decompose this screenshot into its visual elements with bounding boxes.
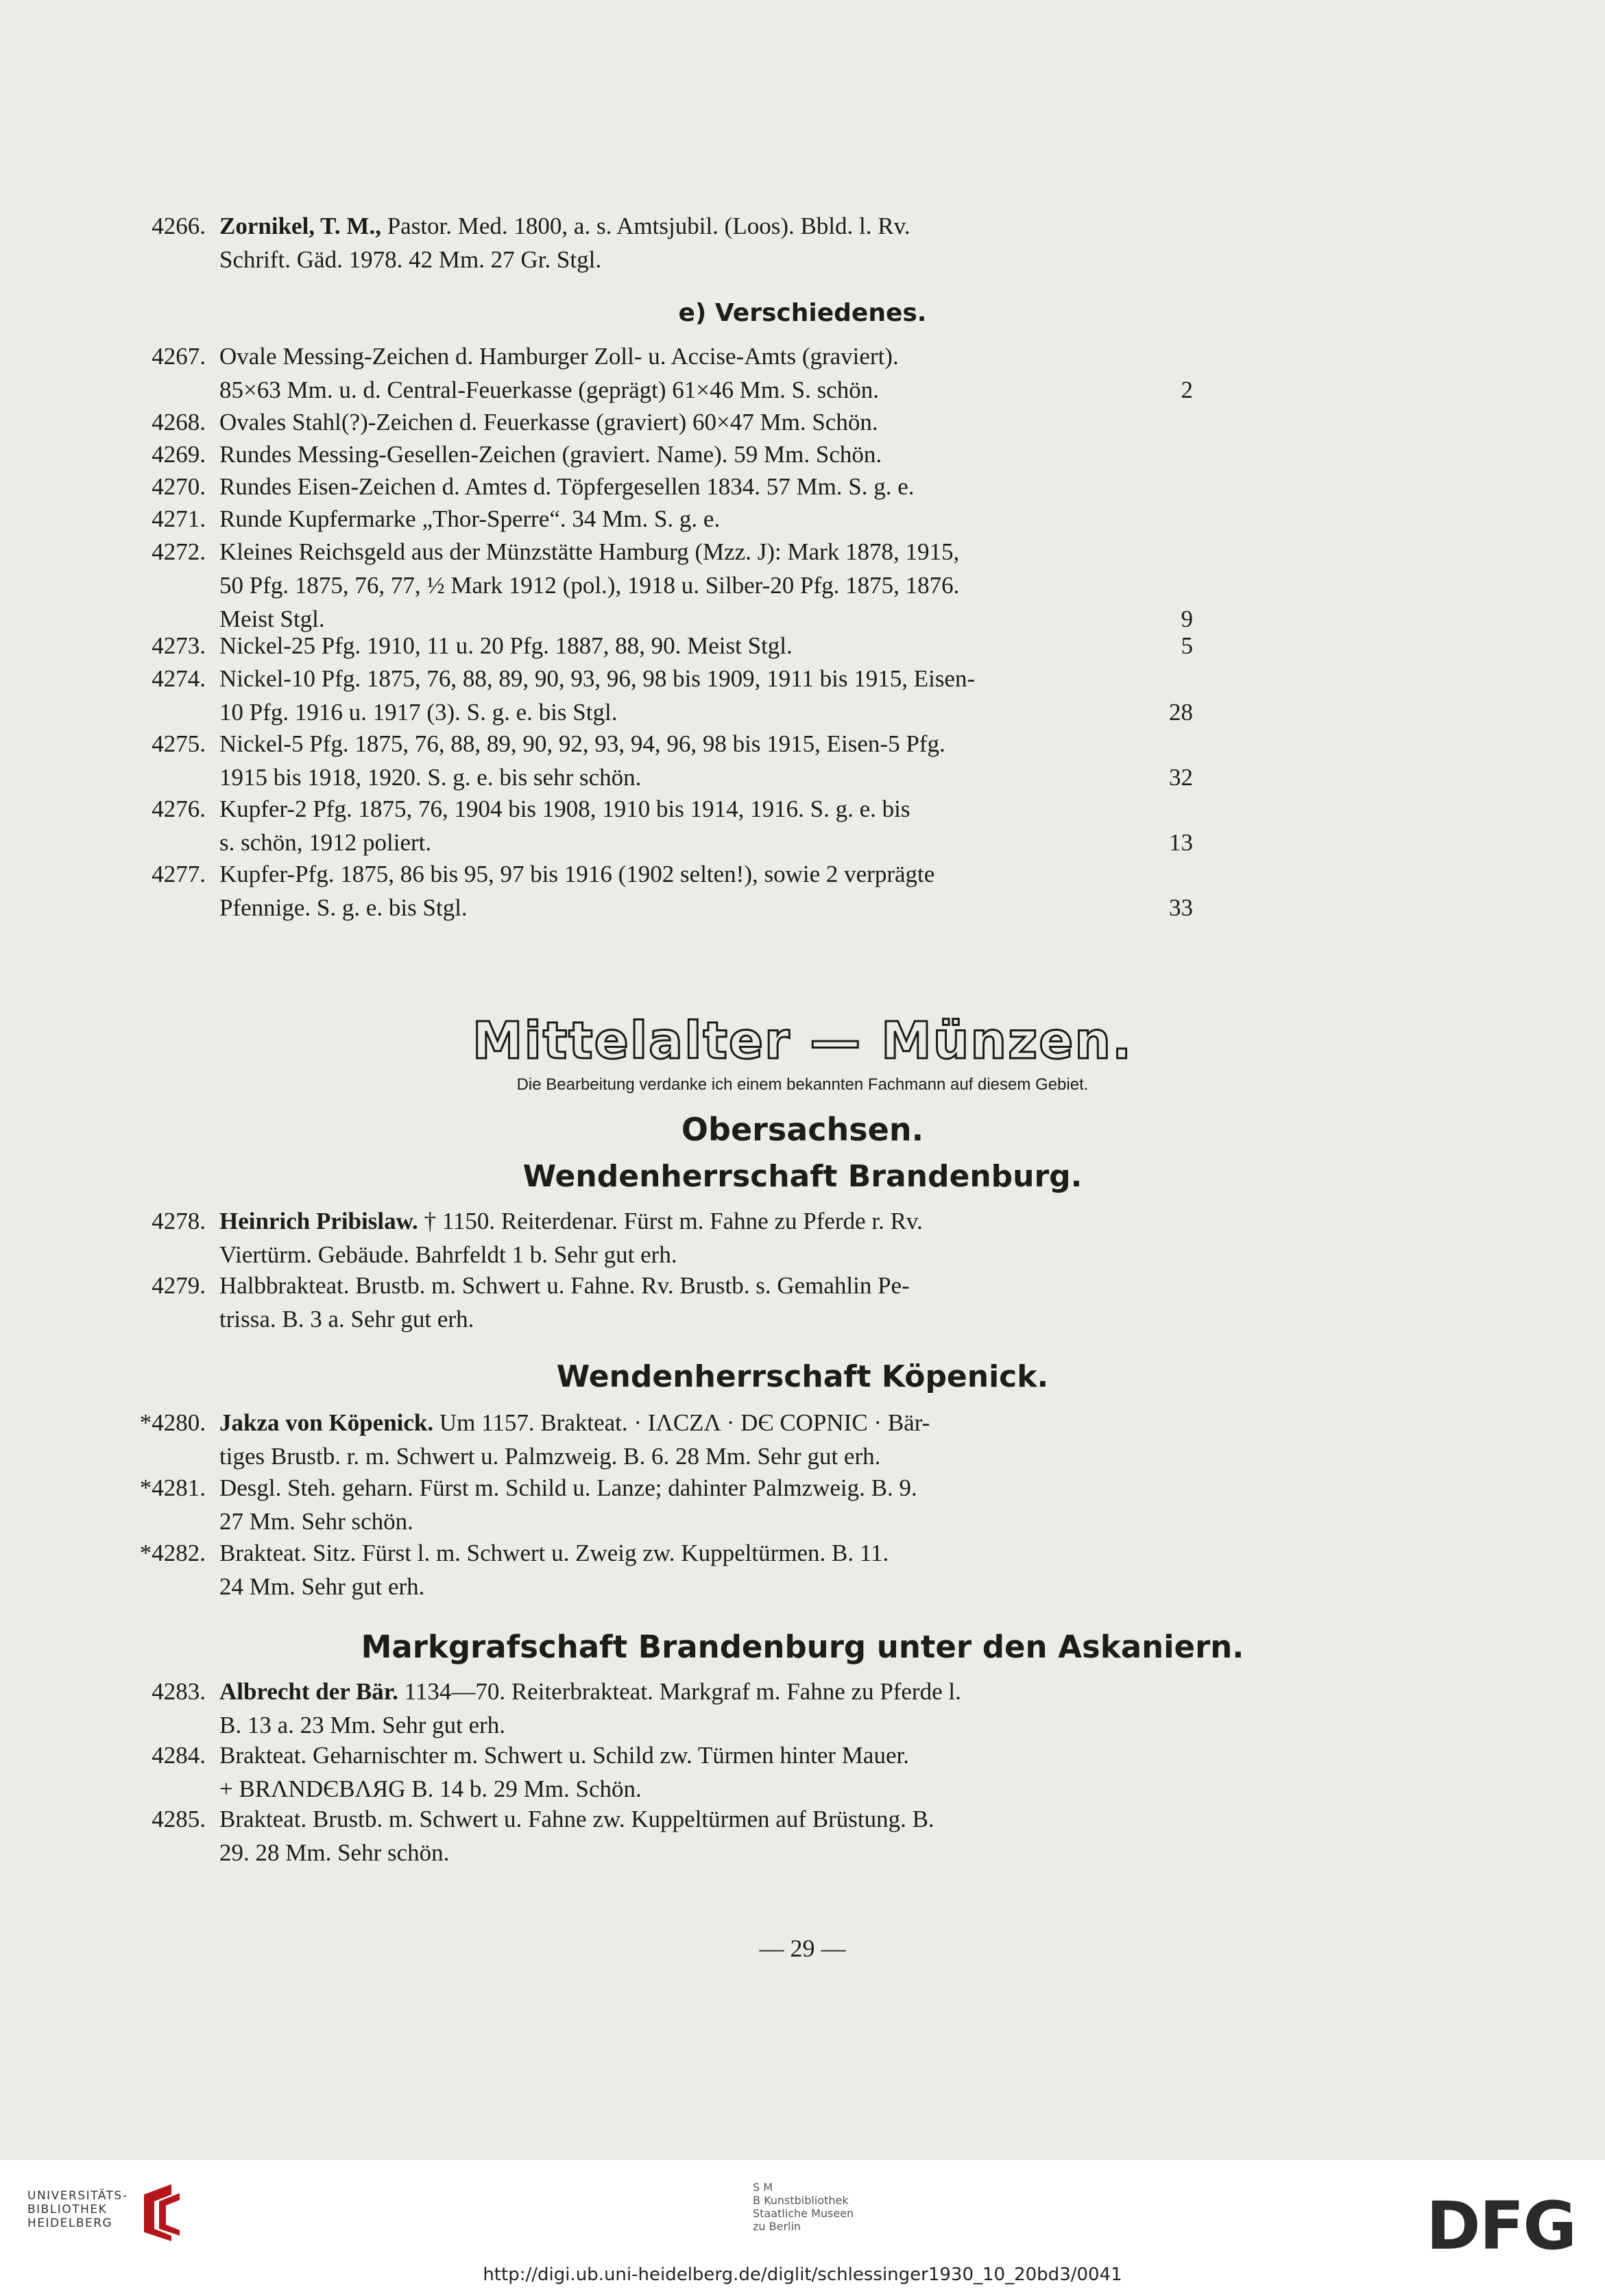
entry-4273 (152, 629, 1193, 662)
entry-text-line2: 29. 28 Mm. Sehr schön. (219, 1839, 450, 1866)
entry-4266 (152, 209, 1193, 276)
entry-4284 (152, 1738, 1193, 1806)
entry-4282 (139, 1536, 1193, 1603)
entry-text-line1: Rundes Eisen-Zeichen d. Amtes d. Töpfergesellen 1834. 57 Mm. S. g. e. (219, 473, 915, 500)
entry-text-line1: Desgl. Steh. geharn. Fürst m. Schild u. Lanze; dahinter Palmzweig. B. 9. (219, 1474, 917, 1501)
permalink-url[interactable]: http://digi.ub.uni-heidelberg.de/diglit/schlessinger1930_10_20bd3/0041 (483, 2264, 1122, 2285)
entry-text-line2: 10 Pfg. 1916 u. 1917 (3). S. g. e. bis Stgl. (219, 699, 618, 726)
ub-line: UNIVERSITÄTS- (27, 2189, 128, 2203)
entry-text-line1: Runde Kupfermarke „Thor-Sperre“. 34 Mm. S. g. e. (219, 505, 721, 532)
entry-4278 (152, 1204, 1193, 1271)
entry-text-line1: Ovale Messing-Zeichen d. Hamburger Zoll- u. Accise-Amts (graviert). (219, 343, 899, 370)
entry-amount: 13 (1169, 829, 1193, 856)
entry-text-line1: Kupfer-2 Pfg. 1875, 76, 1904 bis 1908, 1910 bis 1914, 1916. S. g. e. bis (219, 796, 910, 822)
entry-text-line2: tiges Brustb. r. m. Schwert u. Palmzweig. B. 6. 28 Mm. Sehr gut erh. (219, 1443, 881, 1470)
entry-text-line1: Nickel-25 Pfg. 1910, 11 u. 20 Pfg. 1887, 88, 90. Meist Stgl. (219, 632, 793, 659)
entry-text-line2: B. 13 a. 23 Mm. Sehr gut erh. (219, 1712, 506, 1738)
entry-amount: 32 (1169, 764, 1193, 791)
entry-text-line3: Meist Stgl. (219, 606, 325, 632)
entry-number: 4272. (152, 538, 206, 565)
entry-4269 (152, 438, 1193, 471)
entry-text-line2: 85×63 Mm. u. d. Central-Feuerkasse (geprägt) 61×46 Mm. S. schön. (219, 376, 879, 403)
entry-4283 (152, 1675, 1193, 1742)
entry-number: 4266. (152, 213, 206, 239)
entry-4276 (152, 792, 1193, 859)
entry-4270 (152, 470, 1193, 503)
entry-number: 4271. (152, 505, 206, 532)
entry-text-line1: Pastor. Med. 1800, a. s. Amtsjubil. (Loos). Bbld. l. Rv. (381, 213, 910, 239)
smk-line: S M (753, 2181, 773, 2194)
entry-number: 4284. (152, 1742, 206, 1769)
entry-number: 4274. (152, 665, 206, 692)
entry-number: 4270. (152, 473, 206, 500)
entry-4267 (152, 339, 1193, 407)
entry-text-line1: Rundes Messing-Gesellen-Zeichen (graviert. Name). 59 Mm. Schön. (219, 441, 882, 468)
entry-name: Jakza von Köpenick. (219, 1409, 434, 1436)
entry-number: 4285. (152, 1806, 206, 1832)
main-note: Die Bearbeitung verdanke ich einem bekannten Fachmann auf diesem Gebiet. (516, 1075, 1089, 1094)
entry-number: 4278. (152, 1208, 206, 1234)
entry-4280 (139, 1406, 1193, 1473)
entry-text-line1: Brakteat. Geharnischter m. Schwert u. Schild zw. Türmen hinter Mauer. (219, 1742, 909, 1769)
entry-text-line1: Halbbrakteat. Brustb. m. Schwert u. Fahne. Rv. Brustb. s. Gemahlin Pe- (219, 1272, 910, 1299)
entry-text-line1: Um 1157. Brakteat. · IΛCZΛ · DЄ COPNIC · Bär- (433, 1409, 930, 1436)
section-heading-verschiedenes: e) Verschiedenes. (678, 299, 927, 327)
region-heading: Obersachsen. (681, 1111, 924, 1148)
entry-text-line1: 1134—70. Reiterbrakteat. Markgraf m. Fahne zu Pferde l. (398, 1678, 961, 1705)
entry-text-line2: s. schön, 1912 poliert. (219, 829, 432, 856)
smk-line: Staatliche Museen (753, 2207, 854, 2220)
entry-number: 4277. (152, 861, 206, 887)
entry-number: 4279. (152, 1272, 206, 1299)
entry-4271 (152, 502, 1193, 536)
viewer-footer (0, 2160, 1605, 2296)
entry-text-line2: Schrift. Gäd. 1978. 42 Mm. 27 Gr. Stgl. (219, 246, 602, 273)
entry-amount: 5 (1181, 632, 1193, 659)
entry-text-line2: Viertürm. Gebäude. Bahrfeldt 1 b. Sehr gut erh. (219, 1241, 677, 1268)
section-heading-markgrafschaft-brandenburg: Markgrafschaft Brandenburg unter den Askaniern. (361, 1629, 1244, 1665)
entry-text-line2: + BRΛNDЄBΛЯG B. 14 b. 29 Mm. Schön. (219, 1775, 642, 1802)
entry-text-line1: † 1150. Reiterdenar. Fürst m. Fahne zu Pferde r. Rv. (418, 1208, 923, 1234)
page-number: — 29 — (759, 1935, 846, 1962)
entry-name: Albrecht der Bär. (219, 1678, 398, 1705)
entry-4275 (152, 727, 1193, 794)
entry-4272 (152, 535, 1193, 636)
entry-amount: 2 (1181, 376, 1193, 403)
entry-number: 4283. (152, 1678, 206, 1705)
entry-text-line2: Pfennige. S. g. e. bis Stgl. (219, 894, 468, 921)
entry-number: 4276. (152, 796, 206, 822)
smb-kunstbibliothek-logo[interactable] (753, 2181, 854, 2233)
entry-text-line1: Ovales Stahl(?)-Zeichen d. Feuerkasse (graviert) 60×47 Mm. Schön. (219, 409, 878, 435)
entry-text-line1: Brakteat. Sitz. Fürst l. m. Schwert u. Zweig zw. Kuppeltürmen. B. 11. (219, 1540, 889, 1566)
entry-amount: 28 (1169, 699, 1193, 726)
entry-4268 (152, 405, 1193, 439)
entry-text-line2: 50 Pfg. 1875, 76, 77, ½ Mark 1912 (pol.), 1918 u. Silber-20 Pfg. 1875, 1876. (219, 572, 960, 599)
entry-number: 4267. (152, 343, 206, 370)
ub-heidelberg-logo-text[interactable] (27, 2189, 128, 2230)
entry-text-line2: 1915 bis 1918, 1920. S. g. e. bis sehr schön. (219, 764, 642, 791)
smk-line: zu Berlin (753, 2220, 801, 2233)
entry-amount: 9 (1181, 606, 1193, 632)
section-heading-wendenherrschaft-koepenick: Wendenherrschaft Köpenick. (556, 1359, 1049, 1394)
entry-number: 4268. (152, 409, 206, 435)
ub-heidelberg-logo-icon[interactable] (130, 2181, 192, 2243)
entry-4281 (139, 1471, 1193, 1538)
entry-4274 (152, 662, 1193, 729)
entry-text-line1: Nickel-10 Pfg. 1875, 76, 88, 89, 90, 93, 96, 98 bis 1909, 1911 bis 1915, Eisen- (219, 665, 976, 692)
main-title: Mittelalter — Münzen. (472, 1012, 1133, 1071)
entry-number: 4273. (152, 632, 206, 659)
entry-text-line1: Brakteat. Brustb. m. Schwert u. Fahne zw. Kuppeltürmen auf Brüstung. B. (219, 1806, 934, 1832)
entry-text-line1: Kupfer-Pfg. 1875, 86 bis 95, 97 bis 1916 (1902 selten!), sowie 2 verprägte (219, 861, 935, 887)
entry-name: Zornikel, T. M., (219, 213, 381, 239)
entry-4279 (152, 1269, 1193, 1336)
entry-amount: 33 (1169, 894, 1193, 921)
entry-number: 4269. (152, 441, 206, 468)
entry-number: *4280. (139, 1409, 206, 1436)
entry-text-line2: 27 Mm. Sehr schön. (219, 1508, 413, 1535)
entry-number: *4282. (139, 1540, 206, 1566)
entry-name: Heinrich Pribislaw. (219, 1208, 418, 1234)
ub-line: BIBLIOTHEK (27, 2203, 108, 2216)
section-heading-wendenherrschaft-brandenburg: Wendenherrschaft Brandenburg. (522, 1159, 1083, 1194)
dfg-logo[interactable]: DFG (1426, 2188, 1576, 2264)
entry-text-line1: Kleines Reichsgeld aus der Münzstätte Hamburg (Mzz. J): Mark 1878, 1915, (219, 538, 960, 565)
entry-number: 4275. (152, 730, 206, 757)
entry-4277 (152, 857, 1193, 924)
smk-line: B Kunstbibliothek (753, 2194, 849, 2207)
ub-line: HEIDELBERG (27, 2216, 113, 2230)
entry-text-line1: Nickel-5 Pfg. 1875, 76, 88, 89, 90, 92, 93, 94, 96, 98 bis 1915, Eisen-5 Pfg. (219, 730, 945, 757)
entry-number: *4281. (139, 1474, 206, 1501)
entry-4285 (152, 1802, 1193, 1869)
entry-text-line2: trissa. B. 3 a. Sehr gut erh. (219, 1306, 474, 1332)
entry-text-line2: 24 Mm. Sehr gut erh. (219, 1573, 425, 1600)
